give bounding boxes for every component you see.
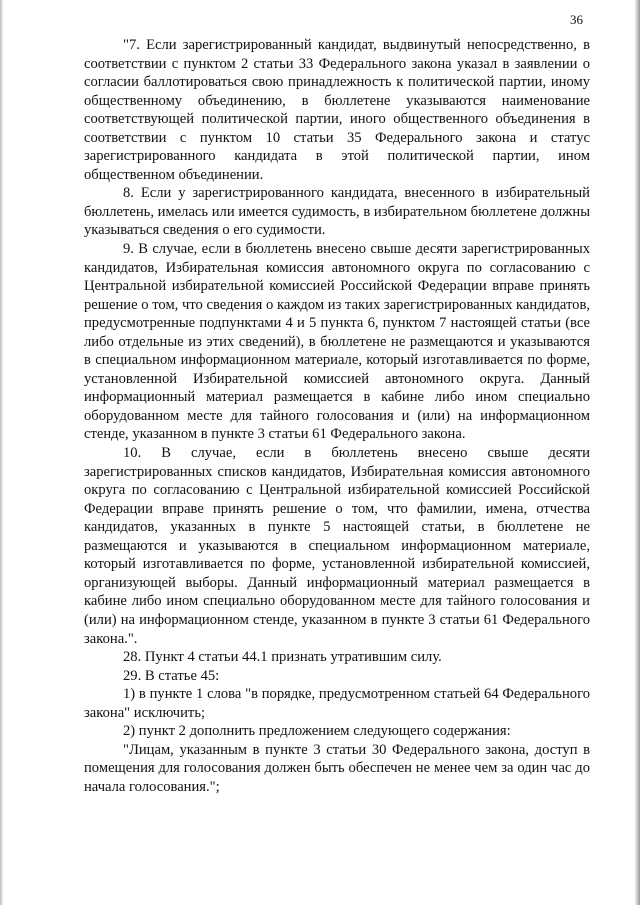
- paragraph-item-8: 8. Если у зарегистрированного кандидата, внесенного в избирательный бюллетень, имелась или имеется судимость, в избирательном бюллетене должны указываться сведения о его судимости.: [84, 185, 590, 239]
- subparagraph-1: 1) в пункте 1 слова "в порядке, предусмотренном статьей 64 Федерального закона" исключить;: [84, 686, 590, 721]
- scan-edge-left: [0, 0, 3, 905]
- paragraph-item-10: 10. В случае, если в бюллетень внесено свыше десяти зарегистрированных списков кандидатов, Избирательная комиссия автономного округа по согласованию с Центральной избирательной комиссией Российской Федерации вправе принять решение о том, что фамилии, имена, отчества кандидатов, указанных в пункте 5 настоящей статьи, в бюллетене не размещаются и указываются в специальном информационном материале, который изготавливается по форме, установленной избирательной комиссией, организующей выборы. Данный информационный материал размещается в кабине либо ином специально оборудованном месте для тайного голосования и (или) на информационном стенде, указанном в пункте 3 статьи 61 Федерального закона.".: [84, 445, 590, 647]
- subparagraph-2: 2) пункт 2 дополнить предложением следующего содержания:: [123, 723, 511, 740]
- quoted-addition: "Лицам, указанным в пункте 3 статьи 30 Федерального закона, доступ в помещения для голосования должен быть обеспечен не менее чем за один час до начала голосования.";: [84, 741, 590, 795]
- paragraph-item-29: 29. В статье 45:: [123, 667, 220, 684]
- paragraph-item-9: 9. В случае, если в бюллетень внесено свыше десяти зарегистрированных кандидатов, Избирательная комиссия автономного округа по согласованию с Центральной избирательной комиссией Российской Федерации вправе принять решение о том, что сведения о каждом из таких зарегистрированных кандидатов, предусмотренные подпунктами 4 и 5 пункта 6, пунктом 7 настоящей статьи (все либо отдельные из этих сведений), в бюллетене не размещаются и указываются в специальном информационном материале, который изготавливается по форме, установленной Избирательной комиссией автономного округа. Данный информационный материал размещается в кабине либо ином специально оборудованном месте для тайного голосования и (или) на информационном стенде, указанном в пункте 3 статьи 61 Федерального закона.: [84, 241, 590, 443]
- paragraph-item-28: 28. Пункт 4 статьи 44.1 признать утратившим силу.: [123, 649, 442, 666]
- document-body: [84, 36, 590, 796]
- paragraph-item-7: "7. Если зарегистрированный кандидат, выдвинутый непосредственно, в соответствии с пунктом 2 статьи 33 Федерального закона указал в заявлении о согласии баллотироваться свою принадлежность к политической партии, иному общественному объединению, в бюллетене указываются наименование соответствующей политической партии, иного общественного объединения в соответствии с пунктом 10 статьи 35 Федерального закона и статус зарегистрированного кандидата в этой политической партии, ином общественном объединении.: [84, 37, 590, 183]
- scan-edge-right: [635, 0, 640, 905]
- page-number: 36: [570, 12, 583, 27]
